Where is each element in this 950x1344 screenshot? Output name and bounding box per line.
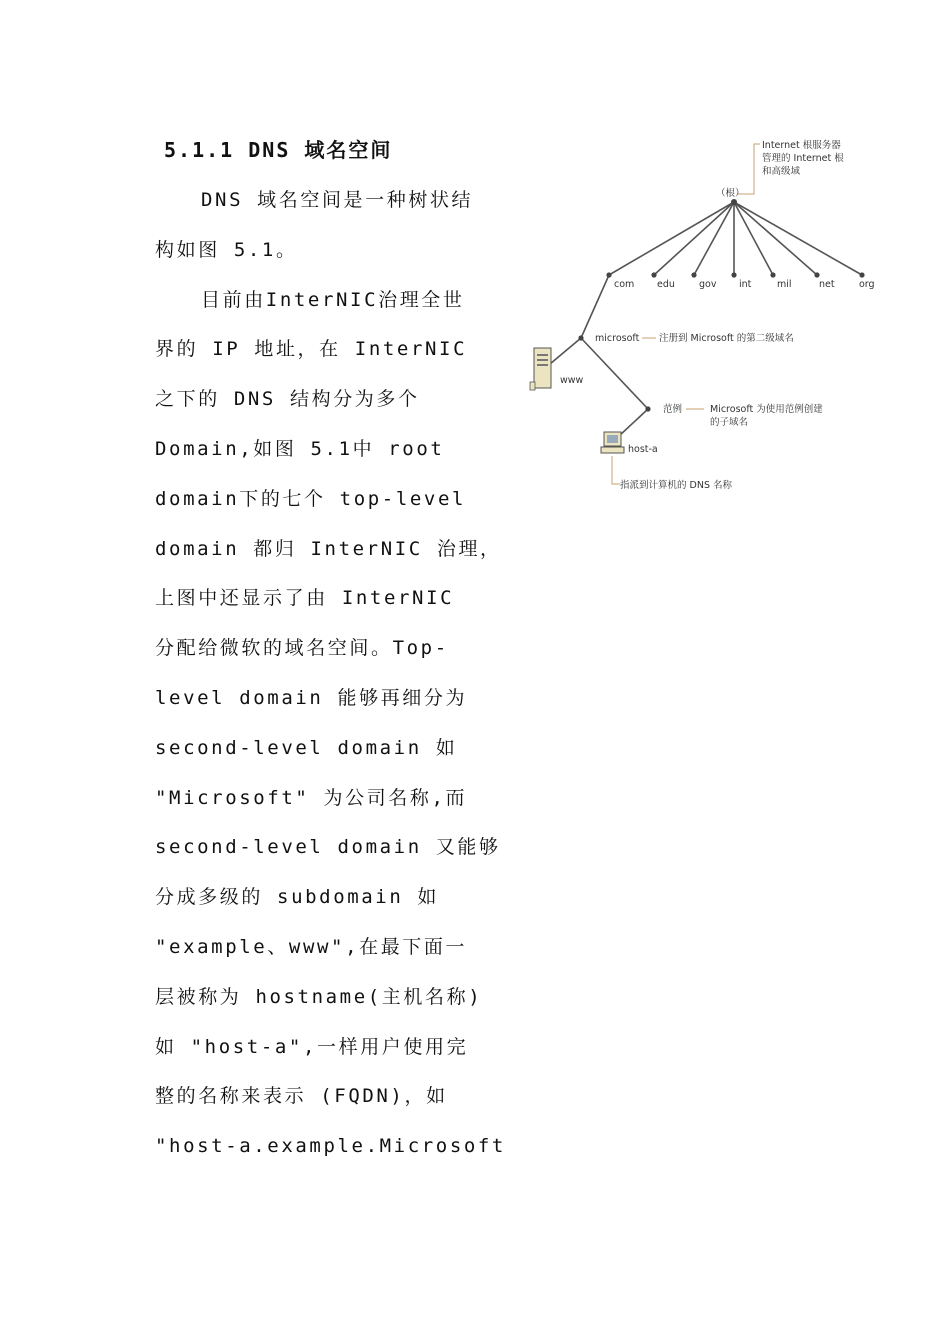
- text-line: domain 都归 InterNIC 治理，: [155, 537, 502, 560]
- tld-label-gov: gov: [699, 279, 717, 290]
- tld-node-gov: [691, 272, 696, 277]
- root-annotation-line-1: Internet 根服务器: [762, 140, 841, 151]
- microsoft-node: [578, 335, 583, 340]
- text-line: 目前由InterNIC治理全世: [201, 288, 465, 311]
- text-line: 整的名称来表示 (FQDN)，如: [155, 1085, 448, 1108]
- tld-label-edu: edu: [657, 279, 675, 290]
- subdomain-node: [645, 406, 650, 411]
- second-level-annotation: 注册到 Microsoft 的第二级域名: [659, 333, 794, 344]
- tld-node-mil: [770, 272, 775, 277]
- tld-node-edu: [651, 272, 656, 277]
- text-line: 构如图 5.1。: [155, 238, 298, 261]
- tld-label-int: int: [739, 279, 752, 290]
- subdomain-label: 范例: [663, 404, 683, 415]
- text-line: level domain 能够再细分为: [155, 686, 468, 709]
- root-label: （根）: [716, 188, 745, 199]
- host-annotation-bracket: [612, 456, 620, 484]
- text-line: second-level domain 如: [155, 736, 458, 759]
- root-node: [731, 199, 737, 205]
- tld-label-mil: mil: [777, 279, 792, 290]
- server-icon: [530, 348, 551, 390]
- text-line: 分成多级的 subdomain 如: [155, 886, 440, 909]
- second-level-label: microsoft: [595, 333, 640, 344]
- tld-node-com: [606, 272, 611, 277]
- section-heading: 5.1.1 DNS 域名空间: [164, 138, 393, 162]
- tld-label-net: net: [819, 279, 835, 290]
- root-annotation-line-3: 和高级域: [762, 166, 801, 177]
- tld-node-int: [731, 272, 736, 277]
- tld-label-com: com: [614, 279, 635, 290]
- text-line: 界的 IP 地址，在 InterNIC: [155, 338, 468, 361]
- root-annotation-line-2: 管理的 Internet 根: [762, 153, 844, 164]
- body-paragraphs: [155, 176, 506, 1172]
- tld-label-org: org: [859, 279, 875, 290]
- tree-branches: [550, 202, 862, 436]
- www-label: www: [560, 375, 584, 386]
- tld-node-org: [859, 272, 864, 277]
- tld-node-net: [814, 272, 819, 277]
- text-line: "host-a.example.Microsoft: [155, 1135, 506, 1158]
- text-line: "example、www",在最下面一: [155, 935, 468, 958]
- text-line: 上图中还显示了由 InterNIC: [155, 587, 455, 610]
- text-line: DNS 域名空间是一种树状结: [201, 189, 474, 211]
- text-line: second-level domain 又能够: [155, 836, 501, 859]
- text-line: 层被称为 hostname(主机名称): [155, 985, 483, 1008]
- computer-icon: [601, 432, 624, 453]
- text-line: Domain,如图 5.1中 root: [155, 437, 445, 460]
- text-line: 之下的 DNS 结构分为多个: [155, 388, 420, 411]
- dns-namespace-diagram: [528, 132, 888, 502]
- subdomain-annotation-line-2: 的子域名: [710, 417, 749, 428]
- root-annotation-bracket: [738, 144, 760, 194]
- host-annotation: 指派到计算机的 DNS 名称: [620, 480, 732, 491]
- text-line: 如 "host-a",一样用户使用完: [155, 1035, 469, 1058]
- text-line: domain下的七个 top-level: [155, 487, 467, 510]
- text-line: 分配给微软的域名空间。Top-: [155, 637, 449, 660]
- text-line: "Microsoft" 为公司名称,而: [155, 786, 468, 809]
- host-label: host-a: [628, 444, 658, 455]
- subdomain-annotation-line-1: Microsoft 为使用范例创建: [710, 404, 823, 415]
